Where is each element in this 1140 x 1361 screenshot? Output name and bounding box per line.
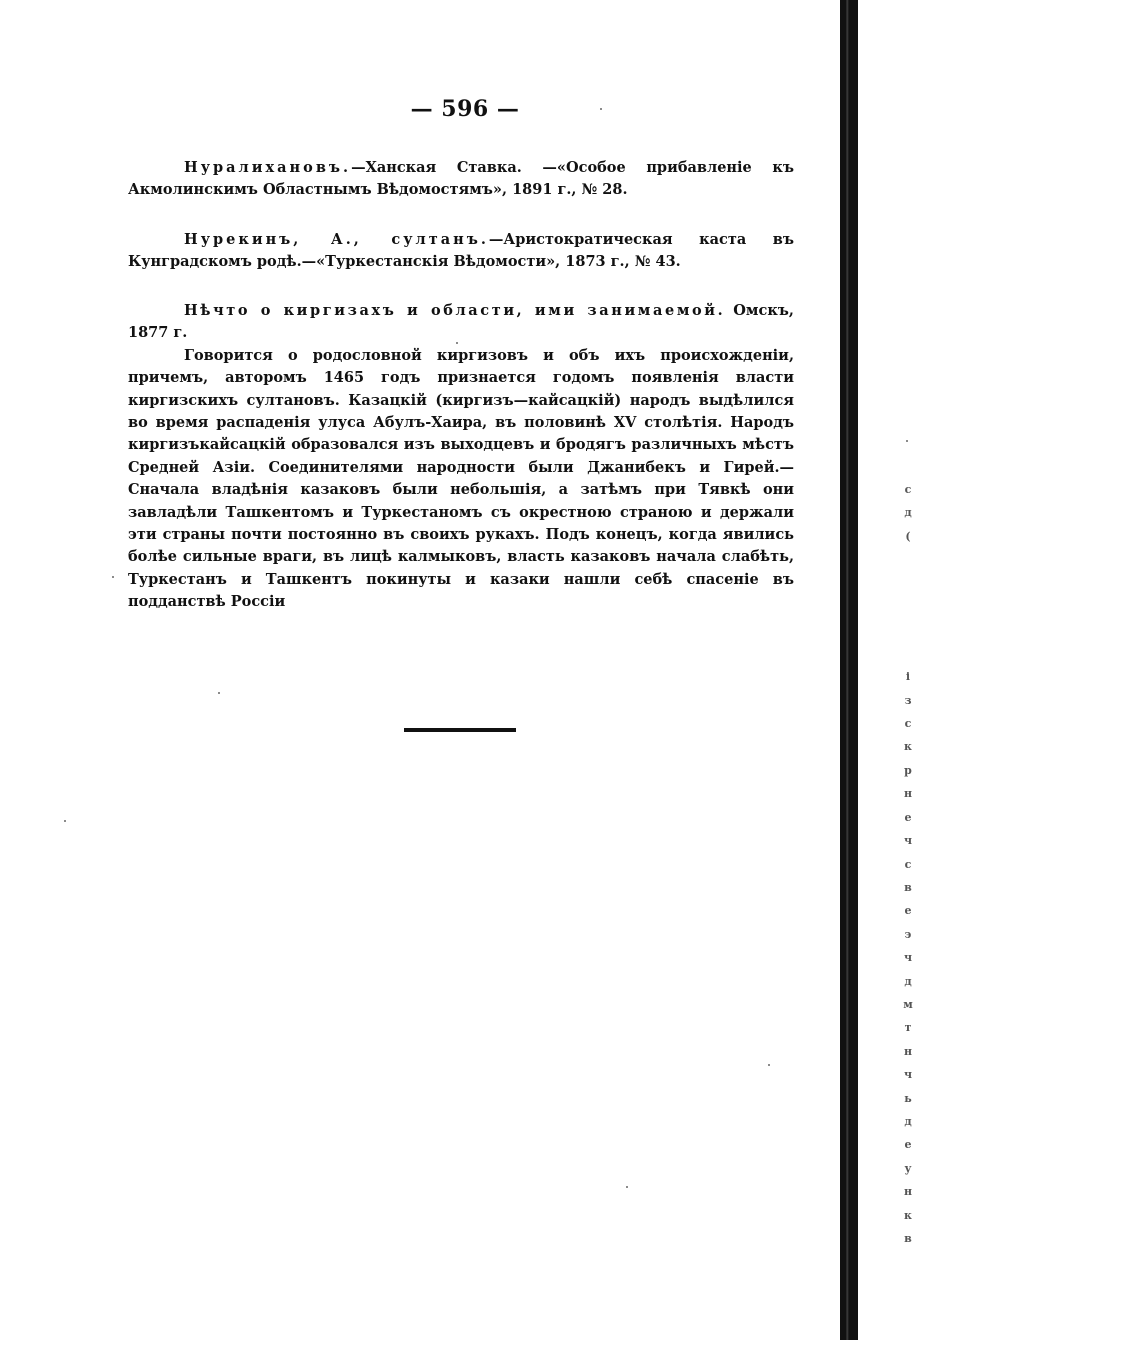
bleed-letter: к — [904, 1208, 912, 1222]
bleed-letter: у — [904, 1161, 912, 1175]
scan-speck — [768, 1064, 770, 1066]
entry-text: —Аристократическая каста въ Кунградскомъ родѣ.—«Туркестанскія Вѣдомости», 1873 г., № 43. — [128, 231, 794, 271]
scan-speck — [64, 820, 66, 822]
bleed-letter — [898, 572, 918, 595]
bleed-letter: н — [903, 1185, 913, 1199]
facing-page-bleed-letters — [898, 478, 918, 1250]
bleed-letter: ь — [904, 1091, 912, 1105]
bibliography-entry-1 — [128, 157, 794, 202]
bleed-letter: ч — [903, 951, 913, 965]
closing-rule — [404, 728, 516, 732]
bleed-letter — [898, 618, 918, 641]
bleed-letter: с — [904, 483, 912, 496]
bleed-letter: с — [904, 717, 912, 731]
bleed-letter: д — [904, 506, 912, 520]
bleed-letter: ( — [905, 529, 911, 543]
bleed-letter: н — [903, 1044, 913, 1058]
entry-author: Нѣчто о киргизахъ и области, ими занимаемой. — [184, 302, 726, 319]
bleed-letter: э — [904, 927, 912, 941]
page-binding-edge — [840, 0, 858, 1340]
bleed-letter: с — [904, 857, 912, 871]
bleed-letter: і — [905, 670, 911, 684]
bleed-letter: д — [904, 974, 912, 988]
page-number: — 596 — — [410, 96, 520, 122]
entry-text: Омскъ, 1877 г. — [128, 302, 794, 342]
scan-speck — [906, 440, 908, 442]
scan-speck — [626, 1186, 628, 1188]
bleed-letter: в — [904, 880, 912, 894]
bleed-letter: ч — [903, 1068, 913, 1082]
entry-author: Нурекинъ, А., султанъ. — [184, 231, 489, 248]
entry-description: Говорится о родословной киргизовъ и объ ихъ происхожденіи, причемъ, авторомъ 1465 годъ признается годомъ появленія власти киргизскихъ султановъ. Казацкій (киргизъ—кайсацкій) народъ выдѣлился во время распаденія улуса Абулъ-Хаира, въ половинѣ XV столѣтія. Народъ киргизъкайсацкій образовался изъ выходцевъ и бродягъ различныхъ мѣстъ Средней Азіи. Соединителями народности были Джанибекъ и Гирей.—Сначала владѣнія казаковъ были небольшія, а затѣмъ при Тявкѣ они завладѣли Ташкентомъ и Туркестаномъ съ окрестною страною и держали эти страны почти постоянно въ своихъ рукахъ. Подъ конецъ, когда явились болѣе сильные враги, въ лицѣ калмыковъ, власть казаковъ начала слабѣть, Туркестанъ и Ташкентъ покинуты и казаки нашли себѣ спасеніе въ подданствѣ Россіи — [128, 346, 794, 611]
scan-speck — [600, 108, 602, 110]
bleed-letter: н — [903, 787, 913, 801]
entry-text: —Ханская Ставка. —«Особое прибавленіе къ Акмолинскимъ Областнымъ Вѣдомостямъ», 1891 г., № 28. — [128, 159, 794, 199]
bibliography-entry-2 — [128, 229, 794, 274]
bleed-letter: р — [904, 763, 912, 777]
bleed-letter: в — [904, 1232, 912, 1245]
bleed-letter: ч — [903, 834, 913, 848]
bleed-letter: е — [904, 904, 912, 918]
bleed-letter — [898, 548, 918, 571]
bibliography-entry-3 — [128, 300, 794, 614]
scan-speck — [456, 342, 458, 344]
scan-speck — [112, 576, 114, 578]
bleed-letter: м — [903, 997, 913, 1011]
bleed-letter — [898, 642, 918, 665]
bleed-letter: е — [904, 810, 912, 824]
bleed-letter: е — [904, 1138, 912, 1152]
bleed-letter: к — [904, 740, 912, 754]
bleed-letter: з — [904, 693, 912, 707]
scan-speck — [218, 692, 220, 694]
entry-author: Нуралихановъ. — [184, 159, 352, 176]
bleed-letter: д — [904, 1114, 912, 1128]
bleed-letter — [898, 595, 918, 618]
bleed-letter: т — [904, 1021, 912, 1035]
